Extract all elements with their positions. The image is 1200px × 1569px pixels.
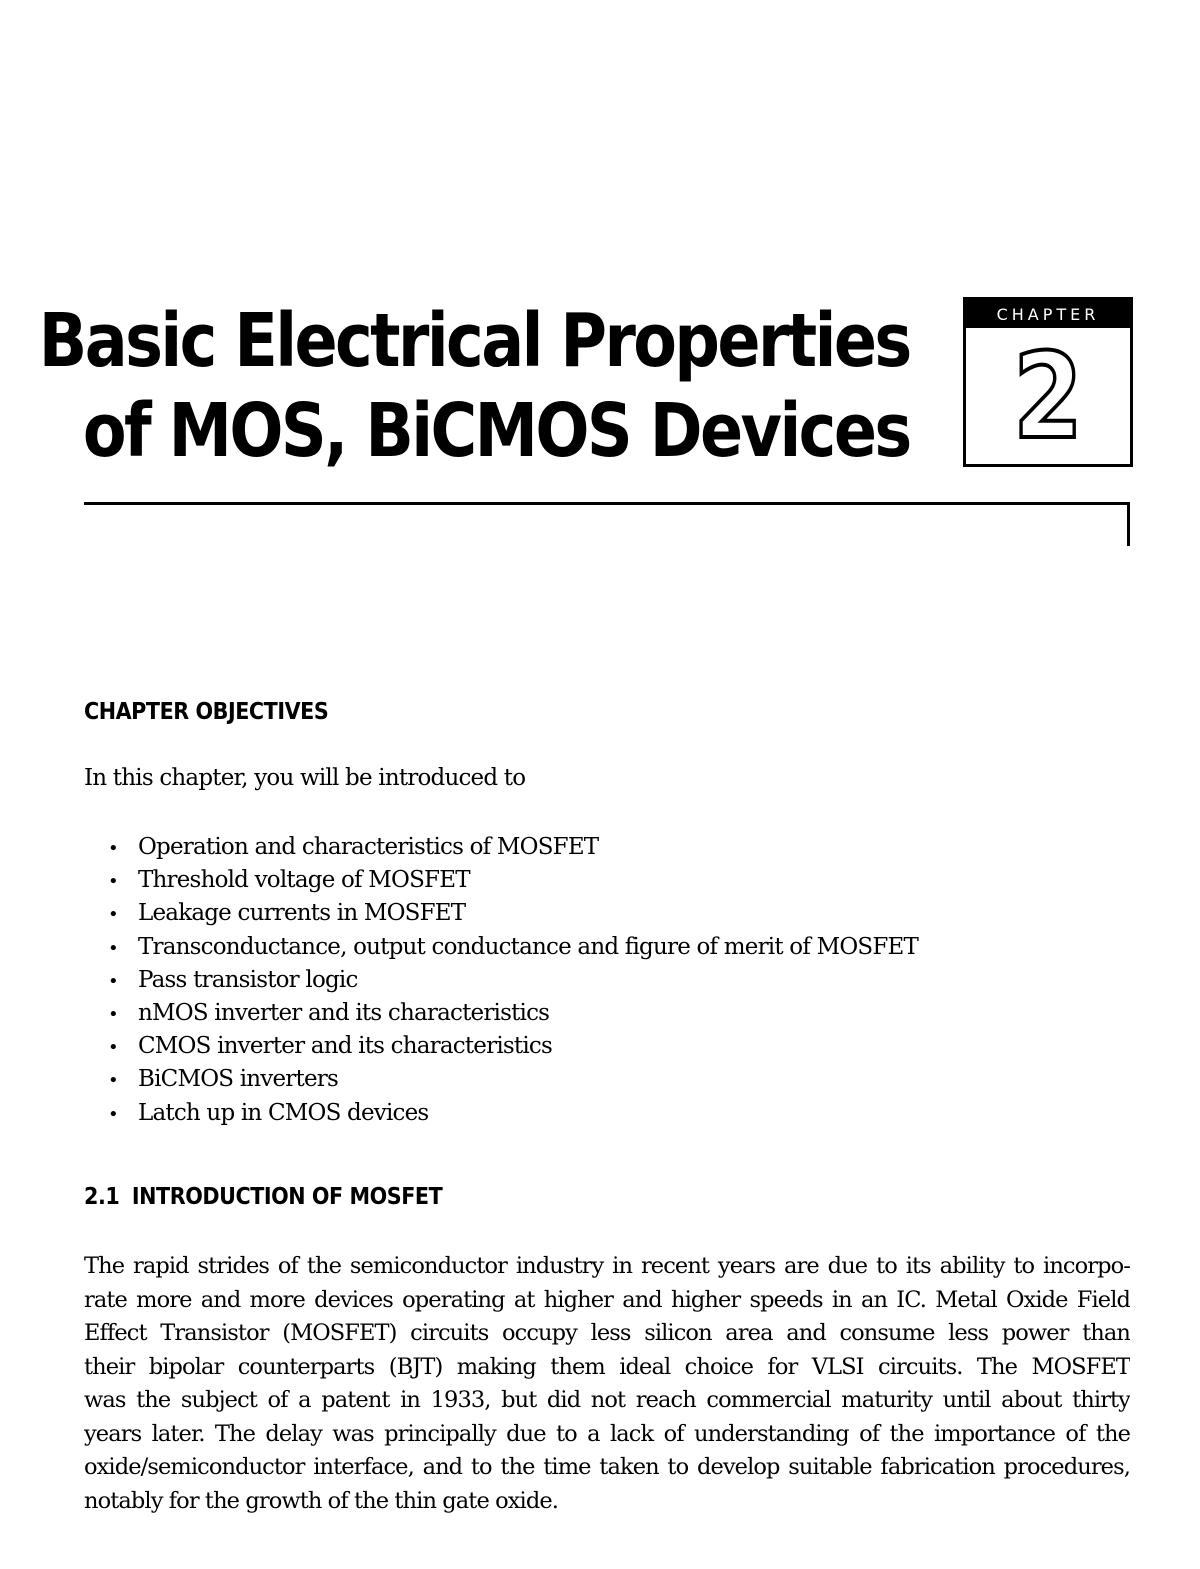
section-number: 2.1 bbox=[84, 1184, 120, 1210]
paragraph-line: The rapid strides of the semiconductor industry in recent years are due to its ability to incorpo- bbox=[84, 1253, 1130, 1279]
list-item: • Pass transistor logic bbox=[108, 964, 918, 997]
title-divider-vertical bbox=[1127, 502, 1130, 546]
chapter-number-box bbox=[963, 297, 1133, 467]
objectives-intro: In this chapter, you will be introduced to bbox=[84, 765, 526, 791]
chapter-title-line-2: of MOS, BiCMOS Devices bbox=[83, 388, 911, 474]
paragraph-line: oxide/semiconductor interface, and to the time taken to develop suitable fabrication procedures, bbox=[84, 1454, 1130, 1480]
list-item: • Leakage currents in MOSFET bbox=[108, 897, 918, 930]
section-paragraph bbox=[84, 1250, 1130, 1518]
list-item: • Operation and characteristics of MOSFET bbox=[108, 831, 918, 864]
chapter-number: 2 bbox=[1013, 327, 1083, 465]
bullet-icon: • bbox=[108, 1070, 118, 1092]
list-item: • Transconductance, output conductance and figure of merit of MOSFET bbox=[108, 931, 918, 964]
title-divider-horizontal bbox=[84, 502, 1130, 505]
paragraph-line: years later. The delay was principally due to a lack of understanding of the importance of the bbox=[84, 1420, 1130, 1447]
chapter-label: CHAPTER bbox=[966, 300, 1130, 328]
chapter-title bbox=[39, 296, 910, 476]
paragraph-line: their bipolar counterparts (BJT) making them ideal choice for VLSI circuits. The MOSFET bbox=[84, 1353, 1130, 1380]
bullet-icon: • bbox=[108, 1103, 118, 1125]
paragraph-line: notably for the growth of the thin gate oxide. bbox=[84, 1487, 559, 1514]
list-item: • nMOS inverter and its characteristics bbox=[108, 997, 918, 1030]
bullet-icon: • bbox=[108, 838, 118, 859]
list-item: • BiCMOS inverters bbox=[108, 1063, 918, 1096]
bullet-icon: • bbox=[108, 970, 118, 992]
section-heading bbox=[84, 1184, 442, 1210]
bullet-icon: • bbox=[108, 904, 118, 926]
list-item: • Latch up in CMOS devices bbox=[108, 1097, 918, 1130]
bullet-icon: • bbox=[108, 1037, 118, 1059]
paragraph-line: was the subject of a patent in 1933, but did not reach commercial maturity until about thirty bbox=[84, 1387, 1130, 1413]
section-title: INTRODUCTION OF MOSFET bbox=[131, 1184, 443, 1210]
list-item: • CMOS inverter and its characteristics bbox=[108, 1030, 918, 1063]
objectives-heading: CHAPTER OBJECTIVES bbox=[84, 699, 329, 725]
paragraph-line: rate more and more devices operating at higher and higher speeds in an IC. Metal Oxide Field bbox=[84, 1286, 1130, 1313]
list-item: • Threshold voltage of MOSFET bbox=[108, 864, 918, 897]
bullet-icon: • bbox=[108, 937, 118, 959]
paragraph-line: Effect Transistor (MOSFET) circuits occupy less silicon area and consume less power than bbox=[84, 1320, 1130, 1346]
bullet-icon: • bbox=[108, 1003, 118, 1025]
chapter-title-line-1: Basic Electrical Properties bbox=[39, 298, 910, 384]
bullet-icon: • bbox=[108, 871, 118, 893]
objectives-list bbox=[108, 831, 918, 1130]
